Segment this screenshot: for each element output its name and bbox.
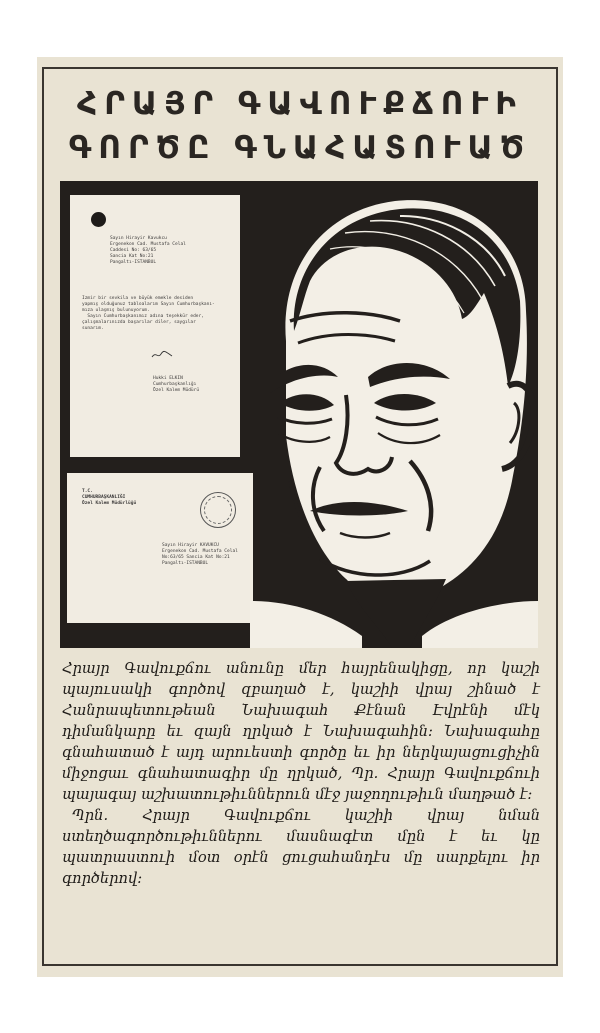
envelope-address: Sayın Hirayir KAVUKCU Ergenekon Cad. Mustafa Celal No:63/65 Sancia Kat No:21 Pangaltı-ISTANBUL [162, 543, 238, 566]
article-paragraph-2: Պրն. Հրայր Գավուքճու կաշիի վրայ նման ստեղծագործութիւններու մասնագէտ մըն է եւ կը պատրաստուի մօտ օրէն ցուցահանդէս մը սարքելու իր գործերով: [62, 807, 540, 887]
headline-line-2: ԳՈՐԾԸ ԳՆԱՀԱՏՈՒԱԾ [68, 130, 532, 166]
leather-portrait [250, 181, 538, 648]
article-body [62, 658, 540, 889]
article-paragraph-1: Հրայր Գավուքճու անունը մեր հայրենակիցը, որ կաշի պայուսակի գործով զբաղած է, կաշիի վրայ շինած է Հանրապետութեան Նախագահ Քէնան Էվրէնի մէկ դիմանկարը եւ զայն ղրկած է Նախագահին: Նախագահը գնահատած է այդ արուեստի գործը եւ իր ներկայացուցիչին միջոցաւ գնահատագիր մը ղրկած, Պր. Հրայր Գավուքճուի պայագայ աշխատութիւններուն մէջ յաջողութիւն մաղթած է: [62, 660, 540, 803]
letter-address: Sayın Hirayir Kavukcu Ergenekon Cad. Mustafa Celal Caddesi No: 63/65 Sancia Kat No:21 Pangaltı-ISTANBUL [110, 236, 186, 265]
headline-line-1: ՀՐԱՅՐ ԳԱՎՈՒՔՃՈՒԻ [77, 86, 523, 122]
letter-signature: Hukki ELKIN Cumhurbaşkanlığı Özel Kalem Müdürü [153, 376, 200, 393]
letter-body: Izmir bir sevkila ve büyük emekle desiden yapmış olduğunuz tabloalarım Sayın Cumhurbaşkanı- mıza ulaşmış bulunuyorum. Sayın Cumhurbaşkanımız adına teşekkür eder, çalışmalarınızda başarılar diler, saygılar sunarım. [82, 296, 215, 331]
envelope-header: T.C. CUMHURBAŞKANLIĞI Özel Kalem Müdürlüğü [82, 489, 137, 506]
postmark-inner-ring [204, 496, 232, 524]
punch-hole [91, 212, 106, 227]
signature-scribble [150, 350, 174, 360]
